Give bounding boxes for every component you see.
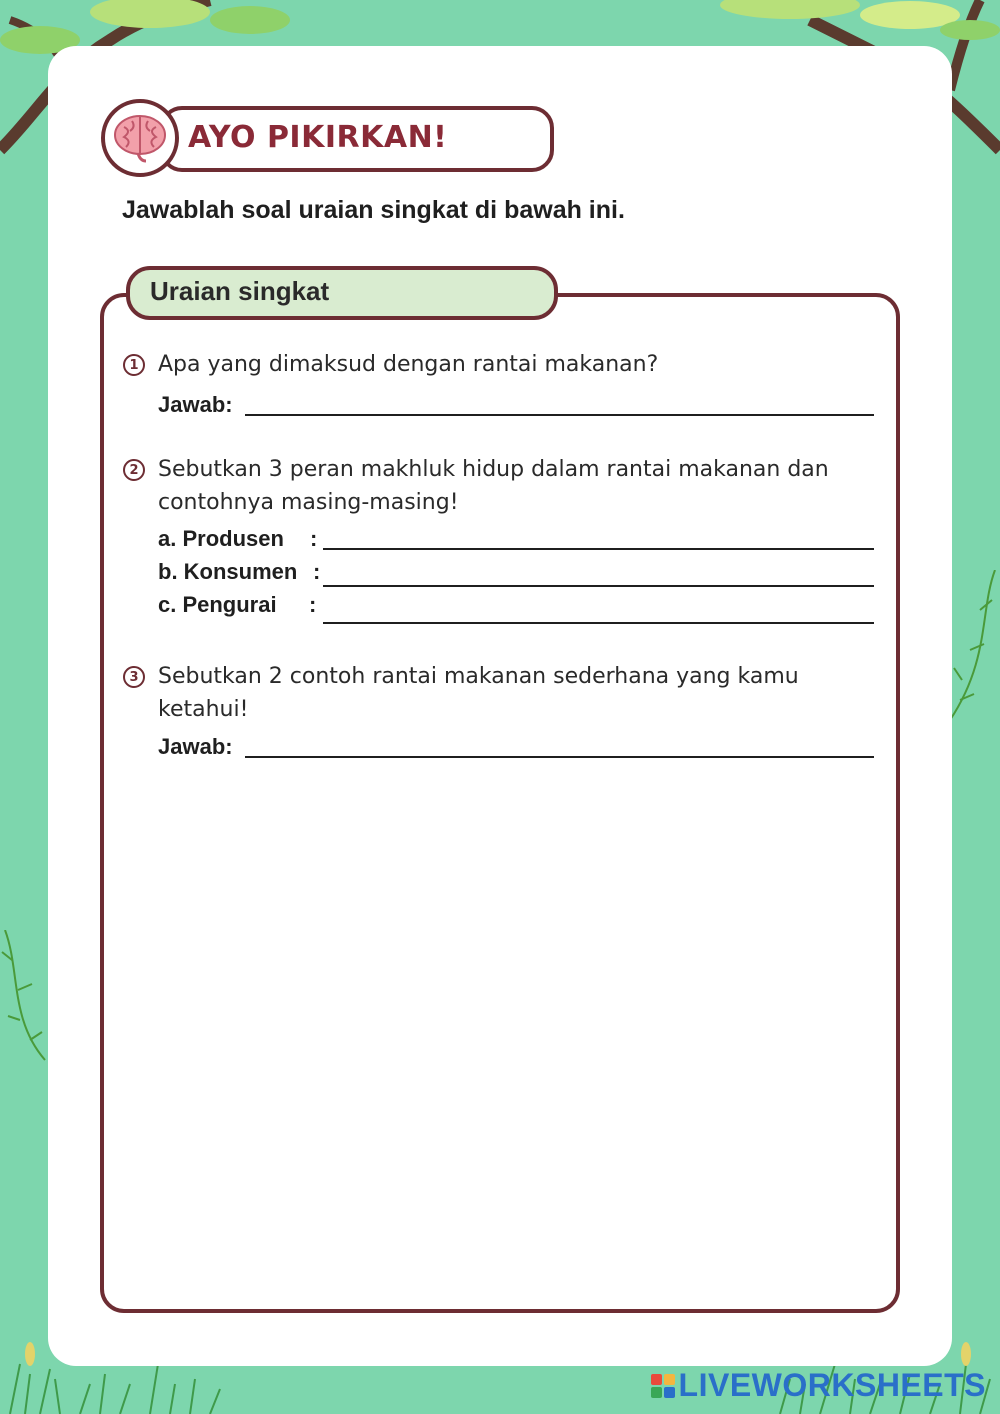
- header-icon-circle: [101, 99, 179, 177]
- question-3-text: Sebutkan 2 contoh rantai makanan sederhana yang kamu ketahui!: [158, 664, 799, 722]
- item-label-konsumen: b. Konsumen: [158, 559, 298, 584]
- item-colon-produsen: :: [310, 526, 318, 551]
- brain-icon: [112, 113, 168, 163]
- liveworksheets-logo-icon: [651, 1374, 675, 1398]
- question-1-text: Apa yang dimaksud dengan rantai makanan?: [158, 352, 659, 377]
- watermark-text: LIVEWORKSHEETS: [678, 1367, 986, 1403]
- item-label-produsen: a. Produsen: [158, 526, 284, 551]
- instruction-text: Jawablah soal uraian singkat di bawah ini.: [122, 196, 625, 224]
- section-title: Uraian singkat: [150, 276, 330, 306]
- item-colon-pengurai: :: [309, 592, 317, 617]
- question-number-1: 1: [123, 354, 145, 376]
- answer-label-1: Jawab:: [158, 392, 233, 417]
- answer-line-1[interactable]: [245, 414, 874, 416]
- liveworksheets-watermark: [651, 1367, 986, 1404]
- vine-left: [0, 930, 50, 1070]
- question-number-3: 3: [123, 666, 145, 688]
- answer-line-produsen[interactable]: [323, 548, 874, 550]
- answer-line-3[interactable]: [245, 756, 874, 758]
- answer-line-konsumen[interactable]: [323, 585, 874, 587]
- header-title: AYO PIKIRKAN!: [188, 120, 448, 155]
- item-colon-konsumen: :: [313, 559, 321, 584]
- question-number-2: 2: [123, 459, 145, 481]
- section-frame: [100, 293, 900, 1313]
- question-2-text: Sebutkan 3 peran makhluk hidup dalam rantai makanan dan contohnya masing-masing!: [158, 457, 829, 515]
- item-label-pengurai: c. Pengurai: [158, 592, 277, 617]
- answer-line-pengurai[interactable]: [323, 622, 874, 624]
- answer-label-3: Jawab:: [158, 734, 233, 759]
